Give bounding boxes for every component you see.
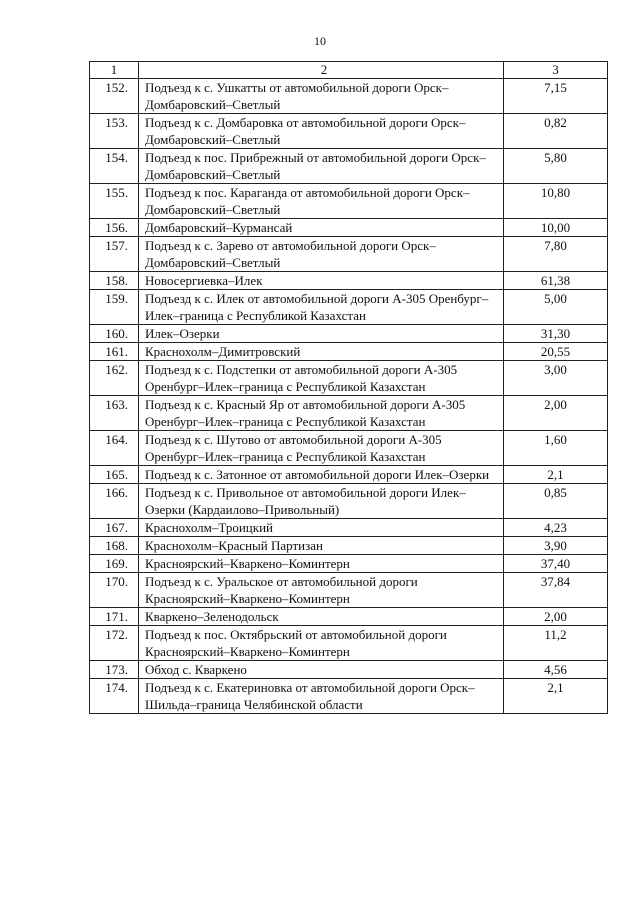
- row-number-cell: 162.: [90, 361, 139, 396]
- row-name-cell: Домбаровский–Курмансай: [139, 219, 504, 237]
- row-length-cell: 0,85: [504, 484, 608, 519]
- row-number-cell: 164.: [90, 431, 139, 466]
- table-row: [90, 431, 608, 466]
- row-name-cell: Илек–Озерки: [139, 325, 504, 343]
- row-number-cell: 161.: [90, 343, 139, 361]
- table-row: [90, 149, 608, 184]
- row-number-cell: 153.: [90, 114, 139, 149]
- row-number-cell: 158.: [90, 272, 139, 290]
- row-number-cell: 160.: [90, 325, 139, 343]
- row-number-cell: 165.: [90, 466, 139, 484]
- row-name-cell: Подъезд к пос. Караганда от автомобильной дороги Орск–Домбаровский–Светлый: [139, 184, 504, 219]
- row-number-cell: 155.: [90, 184, 139, 219]
- table-row: [90, 519, 608, 537]
- row-number-cell: 171.: [90, 608, 139, 626]
- row-name-cell: Подъезд к с. Красный Яр от автомобильной дороги А-305 Оренбург–Илек–граница с Республикой Казахстан: [139, 396, 504, 431]
- row-name-cell: Красноярский–Кваркено–Коминтерн: [139, 555, 504, 573]
- table-row: [90, 396, 608, 431]
- row-length-cell: 11,2: [504, 626, 608, 661]
- row-length-cell: 2,1: [504, 679, 608, 714]
- row-name-cell: Подъезд к с. Шутово от автомобильной дороги А-305 Оренбург–Илек–граница с Республикой Казахстан: [139, 431, 504, 466]
- row-number-cell: 156.: [90, 219, 139, 237]
- row-name-cell: Подъезд к с. Затонное от автомобильной дороги Илек–Озерки: [139, 466, 504, 484]
- row-length-cell: 3,90: [504, 537, 608, 555]
- row-name-cell: Подъезд к с. Зарево от автомобильной дороги Орск–Домбаровский–Светлый: [139, 237, 504, 272]
- row-number-cell: 173.: [90, 661, 139, 679]
- roads-table-body: [90, 62, 608, 714]
- roads-table: [89, 61, 608, 714]
- table-row: [90, 555, 608, 573]
- table-row: [90, 114, 608, 149]
- row-length-cell: 5,00: [504, 290, 608, 325]
- row-name-cell: Подъезд к с. Привольное от автомобильной дороги Илек–Озерки (Кардаилово–Привольный): [139, 484, 504, 519]
- row-name-cell: Краснохолм–Троицкий: [139, 519, 504, 537]
- table-row: [90, 79, 608, 114]
- table-row: [90, 626, 608, 661]
- row-length-cell: 1,60: [504, 431, 608, 466]
- row-length-cell: 37,84: [504, 573, 608, 608]
- row-number-cell: 166.: [90, 484, 139, 519]
- table-row: [90, 272, 608, 290]
- table-row: [90, 573, 608, 608]
- row-number-cell: 170.: [90, 573, 139, 608]
- row-name-cell: Обход с. Кваркено: [139, 661, 504, 679]
- row-length-cell: 2,00: [504, 608, 608, 626]
- row-length-cell: 4,56: [504, 661, 608, 679]
- table-row: [90, 290, 608, 325]
- row-length-cell: 61,38: [504, 272, 608, 290]
- table-row: [90, 466, 608, 484]
- header-col-length: 3: [504, 62, 608, 79]
- row-length-cell: 10,00: [504, 219, 608, 237]
- row-name-cell: Краснохолм–Димитровский: [139, 343, 504, 361]
- row-number-cell: 169.: [90, 555, 139, 573]
- header-col-number: 1: [90, 62, 139, 79]
- row-length-cell: 4,23: [504, 519, 608, 537]
- row-length-cell: 5,80: [504, 149, 608, 184]
- row-name-cell: Новосергиевка–Илек: [139, 272, 504, 290]
- row-length-cell: 2,00: [504, 396, 608, 431]
- row-length-cell: 31,30: [504, 325, 608, 343]
- row-length-cell: 10,80: [504, 184, 608, 219]
- row-number-cell: 174.: [90, 679, 139, 714]
- table-row: [90, 537, 608, 555]
- row-length-cell: 2,1: [504, 466, 608, 484]
- table-row: [90, 661, 608, 679]
- table-row: [90, 325, 608, 343]
- table-row: [90, 361, 608, 396]
- table-row: [90, 219, 608, 237]
- table-row: [90, 343, 608, 361]
- row-name-cell: Подъезд к пос. Октябрьский от автомобильной дороги Красноярский–Кваркено–Коминтерн: [139, 626, 504, 661]
- row-name-cell: Подъезд к с. Уральское от автомобильной дороги Красноярский–Кваркено–Коминтерн: [139, 573, 504, 608]
- table-row: [90, 608, 608, 626]
- table-row: [90, 237, 608, 272]
- table-row: [90, 184, 608, 219]
- table-header-row: [90, 62, 608, 79]
- row-length-cell: 37,40: [504, 555, 608, 573]
- row-name-cell: Подъезд к с. Подстепки от автомобильной дороги А-305 Оренбург–Илек–граница с Республикой Казахстан: [139, 361, 504, 396]
- row-length-cell: 20,55: [504, 343, 608, 361]
- row-number-cell: 167.: [90, 519, 139, 537]
- row-length-cell: 3,00: [504, 361, 608, 396]
- header-col-name: 2: [139, 62, 504, 79]
- row-name-cell: Подъезд к с. Домбаровка от автомобильной дороги Орск–Домбаровский–Светлый: [139, 114, 504, 149]
- row-number-cell: 159.: [90, 290, 139, 325]
- page-number: 10: [314, 34, 326, 48]
- row-length-cell: 0,82: [504, 114, 608, 149]
- row-name-cell: Кваркено–Зеленодольск: [139, 608, 504, 626]
- row-length-cell: 7,80: [504, 237, 608, 272]
- table-row: [90, 679, 608, 714]
- row-number-cell: 157.: [90, 237, 139, 272]
- row-number-cell: 168.: [90, 537, 139, 555]
- row-length-cell: 7,15: [504, 79, 608, 114]
- row-number-cell: 152.: [90, 79, 139, 114]
- row-number-cell: 172.: [90, 626, 139, 661]
- row-name-cell: Подъезд к с. Екатериновка от автомобильной дороги Орск–Шильда–граница Челябинской области: [139, 679, 504, 714]
- row-number-cell: 163.: [90, 396, 139, 431]
- row-name-cell: Подъезд к с. Ушкатты от автомобильной дороги Орск–Домбаровский–Светлый: [139, 79, 504, 114]
- row-number-cell: 154.: [90, 149, 139, 184]
- row-name-cell: Подъезд к пос. Прибрежный от автомобильной дороги Орск–Домбаровский–Светлый: [139, 149, 504, 184]
- table-row: [90, 484, 608, 519]
- row-name-cell: Подъезд к с. Илек от автомобильной дороги А-305 Оренбург–Илек–граница с Республикой Казахстан: [139, 290, 504, 325]
- row-name-cell: Краснохолм–Красный Партизан: [139, 537, 504, 555]
